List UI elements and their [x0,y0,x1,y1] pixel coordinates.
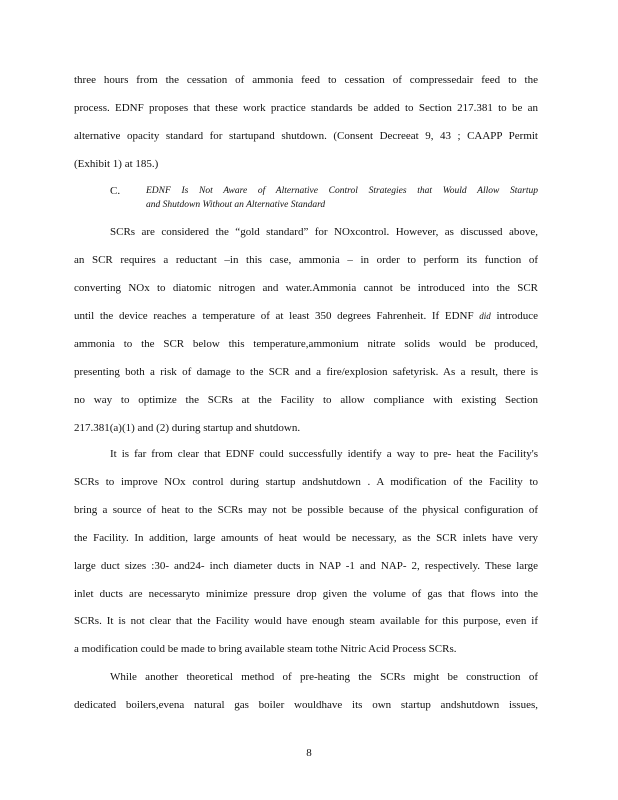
paragraph-line: ammonia to the SCR below this temperature,ammonium nitrate solids would be produced, [74,338,538,350]
paragraph-line: presenting both a risk of damage to the SCR and a fire/explosion safetyrisk. As a result, there is [74,366,538,378]
paragraph-line: an SCR requires a reductant –in this case, ammonia – in order to perform its function of [74,254,538,266]
paragraph-line: converting NOx to diatomic nitrogen and water.Ammonia cannot be introduced into the SCR [74,282,538,294]
section-heading-line: and Shutdown Without an Alternative Standard [146,200,326,210]
paragraph-line: SCRs are considered the “gold standard” for NOxcontrol. However, as discussed above, [110,226,538,238]
paragraph-line: While another theoretical method of pre-heating the SCRs might be construction of [110,671,538,683]
paragraph-line: bring a source of heat to the SCRs may not be possible because of the physical configuration of [74,504,538,516]
paragraph-line: no way to optimize the SCRs at the Facility to allow compliance with existing Section [74,394,538,406]
paragraph-line: (Exhibit 1) at 185.) [74,158,159,170]
paragraph-line: SCRs to improve NOx control during startup andshutdown . A modification of the Facility to [74,476,538,488]
section-heading-line: EDNF Is Not Aware of Alternative Control Strategies that Would Allow Startup [146,186,538,196]
line-text: until the device reaches a temperature of at least 350 degrees Fahrenheit. If EDNF [74,310,474,322]
paragraph-line: dedicated boilers,evena natural gas boiler wouldhave its own startup andshutdown issues, [74,699,538,711]
page-number: 8 [306,747,312,759]
paragraph-line: It is far from clear that EDNF could successfully identify a way to pre- heat the Facility's [110,448,538,460]
paragraph-line [74,309,538,323]
paragraph-line: SCRs. It is not clear that the Facility would have enough steam available for this purpose, even if [74,615,538,627]
paragraph-line: inlet ducts are necessaryto minimize pressure drop given the volume of gas that flows into the [74,588,538,600]
section-letter: C. [110,185,121,197]
paragraph-line: a modification could be made to bring available steam tothe Nitric Acid Process SCRs. [74,643,457,655]
paragraph-line: large duct sizes :30- and24- inch diameter ducts in NAP -1 and NAP- 2, respectively. These large [74,560,538,572]
line-text-end: introduce [496,310,538,322]
emphasized-word: did [479,311,491,321]
paragraph-line: 217.381(a)(1) and (2) during startup and shutdown. [74,422,301,434]
paragraph-line: process. EDNF proposes that these work practice standards be added to Section 217.381 to be an [74,102,538,114]
paragraph-line: alternative opacity standard for startupand shutdown. (Consent Decreeat 9, 43 ; CAAPP Permit [74,130,538,142]
paragraph-line: the Facility. In addition, large amounts of heat would be necessary, as the SCR inlets have very [74,532,538,544]
paragraph-line: three hours from the cessation of ammonia feed to cessation of compressedair feed to the [74,74,538,86]
